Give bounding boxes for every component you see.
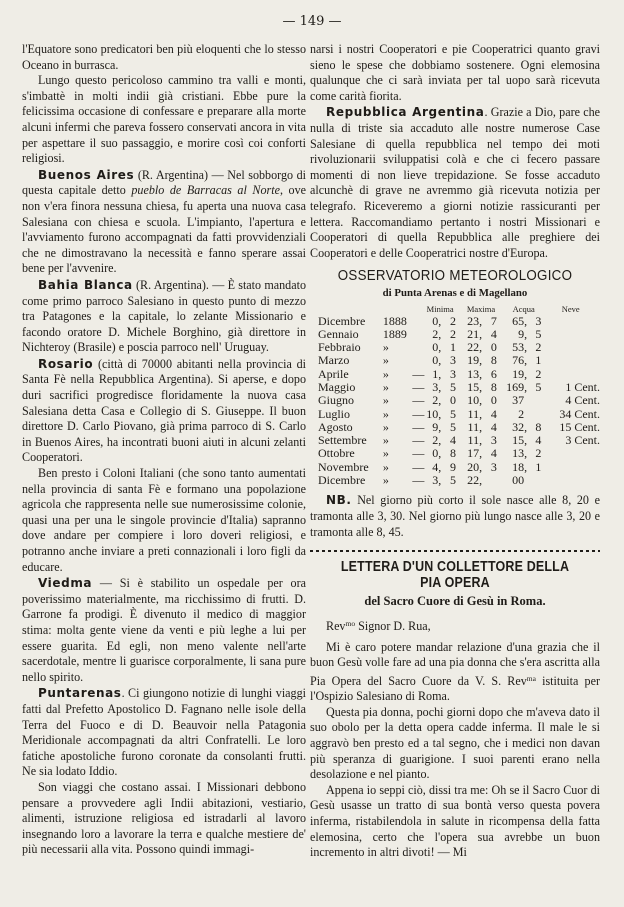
acqua-dec-cell: 2: [535, 446, 542, 461]
section-text: , ove non v'era finora nessuna chiesa, fu aperta una nuova casa Salesiana con chiesa e scuola. L'impianto, l'apertura e l'avviamento furono accompagnati da fatti provvidenziali che ne dimostravano la necessità e fanno sperare assai bene per l'avvenire.: [22, 183, 306, 276]
weather-table: [318, 304, 600, 488]
comma: ,: [438, 419, 442, 434]
max-dec-cell: 3: [490, 433, 497, 448]
min-cell: 0: [432, 313, 439, 328]
table-row: [318, 368, 600, 381]
table-row: [318, 421, 600, 434]
max-cell: 20: [467, 459, 480, 474]
max-dec-cell: [483, 474, 497, 487]
comma: ,: [479, 473, 483, 488]
acqua-cell: 18: [512, 459, 525, 474]
comma: ,: [479, 366, 483, 381]
min-cell: 2: [432, 393, 439, 408]
section-text: . Ci giungono notizie di lunghi viaggi fatti dal Prefetto Apostolico D. Fagnano nelle isole della Terra del Fuoco e di D. Beauvoir nella Patagonia Meridionale accompagnati da altri Confratelli. Le loro fatiche apostoliche furono coronate da consolanti frutti. Ne sia lodato Iddio.: [22, 686, 306, 779]
max-cell: 21: [467, 326, 480, 341]
comma: ,: [479, 313, 483, 328]
comma: ,: [438, 459, 442, 474]
section-buenos-aires: [22, 168, 306, 277]
acqua-dec-cell: 2: [535, 366, 542, 381]
neve-cell: [541, 354, 600, 367]
min-dec-cell: 5: [449, 419, 456, 434]
comma: ,: [524, 419, 528, 434]
min-cell: 3: [432, 379, 439, 394]
comma: ,: [524, 313, 528, 328]
comma: ,: [479, 446, 483, 461]
max-cell: 17: [467, 446, 480, 461]
acqua-dec-cell: 5: [535, 326, 542, 341]
month-cell: Novembre: [318, 459, 369, 474]
sign-cell: —: [412, 393, 425, 408]
max-cell: 11: [467, 406, 480, 421]
year-cell: »: [382, 473, 389, 488]
max-cell: 19: [467, 353, 480, 368]
month-cell: Settembre: [318, 433, 367, 448]
max-cell: 11: [467, 433, 480, 448]
sign-cell: —: [412, 419, 425, 434]
comma: ,: [479, 406, 483, 421]
neve-cell: 15 Cent.: [559, 419, 600, 434]
table-row: [318, 381, 600, 394]
comma: ,: [438, 379, 442, 394]
acqua-dec-cell: [528, 408, 541, 421]
max-dec-cell: 0: [490, 393, 497, 408]
table-row: [318, 328, 600, 341]
col-header-min: Minima: [426, 303, 454, 314]
year-cell: 1889: [382, 326, 407, 341]
sign-cell: [412, 341, 424, 354]
min-cell: 10: [426, 406, 439, 421]
observatory-title: OSSERVATORIO METEOROLOGICO: [337, 268, 573, 285]
section-repubblica-argentina: [310, 105, 600, 261]
max-dec-cell: 0: [490, 340, 497, 355]
comma: ,: [438, 313, 442, 328]
month-cell: Luglio: [318, 406, 350, 421]
year-cell: »: [382, 406, 389, 421]
max-dec-cell: 4: [490, 326, 497, 341]
comma: ,: [479, 393, 483, 408]
comma: ,: [524, 433, 528, 448]
comma: ,: [524, 379, 528, 394]
letter-salutation: Rev$^{mo}$ Signor D. Rua,: [326, 618, 431, 633]
comma: ,: [524, 340, 528, 355]
month-cell: Aprile: [318, 366, 349, 381]
year-cell: 1888: [382, 313, 407, 328]
comma: ,: [524, 353, 528, 368]
year-cell: »: [382, 366, 389, 381]
acqua-dec-cell: 4: [535, 433, 542, 448]
table-row: [318, 394, 600, 407]
acqua-cell: 32: [512, 419, 525, 434]
comma: ,: [438, 406, 442, 421]
letter-paragraph: Questa pia donna, pochi giorni dopo che m'aveva dato il suo obolo per la detta opera cadde inferma. Il male le si aggravò ben presto ed a tal segno, che i medici non davan più speranza di guarigione. I suoi parenti erano nella desolazione e nel pianto.: [310, 704, 600, 782]
month-cell: Gennaio: [318, 326, 359, 341]
letter-paragraph: Appena io seppi ciò, dissi tra me: Oh se il Sacro Cuor di Gesù usasse un tratto di sua bontà verso questa povera inferma, ristabilendola in salute in ricompensa della fatta elemosina, certo che l'opera sua avrebbe un buon incremento in altri divoti! — Mi: [310, 782, 600, 860]
acqua-dec-cell: 8: [535, 419, 542, 434]
sign-cell: —: [412, 433, 425, 448]
letter-title: LETTERA D'UN COLLETTORE DELLA PIA OPERA: [340, 559, 570, 591]
paragraph: Ben presto i Coloni Italiani (che sono tanto aumentati nella provincia di santa Fè e formano una popolazione agricola che rappresenta nelle sue numerosissime colonie, quasi una per una le singole provincie d'Italia) sapranno dove andare per compiere i loro doveri religiosi, e potranno anche inviare a preti connazionali i loro figli da educare.: [22, 466, 306, 574]
section-heading: NB.: [326, 493, 352, 508]
min-cell: 2: [432, 326, 439, 341]
ornamental-divider: [310, 550, 600, 552]
section-bahia-blanca: [22, 278, 306, 356]
table-row: [318, 354, 600, 367]
comma: ,: [438, 353, 442, 368]
comma: ,: [524, 459, 528, 474]
paragraph: Son viaggi che costano assai. I Missionari debbono pensare a provvedere agli Indii abitazioni, vestiario, alimenti, istruzione religiosa ed istradarli al lavoro insegnando loro a lavorare la terra e qualche mestiere de' più necessarii alla vita. Possono quindi immagi-: [22, 779, 306, 857]
comma: ,: [479, 379, 483, 394]
section-text: (città di 70000 abitanti nella provincia di Santa Fè nella Repubblica Argentina). Si aperse, e dopo duri sacrifici progredisce floridamente la nuova casa Salesiana detta Casa e Collegio di S. Giuseppe. Il buon direttore D. Carlo Piovano, già prima parroco di S. Carlo in Buenos Aires, ha incontrati buoni aiuti in alcuni zelanti Cooperatori.: [22, 356, 306, 465]
neve-cell: [541, 315, 600, 328]
acqua-dec-cell: 1: [535, 459, 542, 474]
comma: ,: [438, 473, 442, 488]
year-cell: »: [382, 433, 389, 448]
year-cell: »: [382, 353, 389, 368]
col-header-max: Maxima: [466, 303, 496, 314]
paragraph: narsi i nostri Cooperatori e pie Cooperatrici quanto gravi sieno le spese che dobbiamo sostenere. Ogni elemosina qualunque che ci sarà inviata per tal uopo sarà ricevuta come carità fiorita.: [310, 42, 600, 103]
acqua-dec-cell: [528, 394, 541, 407]
section-heading: Rosario: [38, 356, 94, 371]
min-cell: 3: [432, 473, 439, 488]
min-cell: 0: [432, 446, 439, 461]
month-cell: Giugno: [318, 393, 354, 408]
neve-cell: [541, 461, 600, 474]
acqua-dec-cell: 2: [535, 340, 542, 355]
sign-cell: —: [412, 366, 425, 381]
table-row: [318, 447, 600, 460]
neve-cell: 4 Cent.: [565, 393, 600, 408]
neve-cell: [541, 474, 600, 487]
sign-cell: —: [412, 379, 425, 394]
section-heading: Viedma: [38, 576, 93, 591]
max-cell: 11: [467, 419, 480, 434]
acqua-cell: 169: [506, 379, 525, 394]
acqua-cell: 9: [518, 326, 525, 341]
acqua-cell: 37: [512, 393, 525, 408]
sign-cell: —: [412, 459, 425, 474]
section-text: (R. Argentina) — Nel sobborgo di questa capitale detto: [22, 167, 306, 198]
neve-cell: 1 Cent.: [565, 379, 600, 394]
min-dec-cell: 9: [449, 459, 456, 474]
acqua-dec-cell: [528, 474, 541, 487]
sign-cell: —: [412, 406, 425, 421]
min-dec-cell: 2: [449, 326, 456, 341]
section-heading: Repubblica Argentina: [326, 105, 485, 120]
section-puntarenas: [22, 686, 306, 780]
min-dec-cell: 5: [449, 473, 456, 488]
max-dec-cell: 4: [490, 446, 497, 461]
comma: ,: [438, 340, 442, 355]
comma: ,: [438, 393, 442, 408]
max-dec-cell: 3: [490, 459, 497, 474]
italic-text: pueblo de Barracas al Norte: [131, 183, 280, 198]
comma: ,: [438, 446, 442, 461]
section-heading: Buenos Aires: [38, 167, 135, 182]
month-cell: Ottobre: [318, 446, 355, 461]
section-viedma: [22, 576, 306, 685]
max-dec-cell: 8: [490, 353, 497, 368]
year-cell: »: [382, 379, 389, 394]
acqua-cell: 13: [512, 446, 525, 461]
acqua-cell: 00: [512, 473, 525, 488]
col-header-neve: Neve: [561, 303, 580, 314]
acqua-cell: 76: [512, 353, 525, 368]
max-cell: 13: [467, 366, 480, 381]
comma: ,: [479, 326, 483, 341]
year-cell: »: [382, 459, 389, 474]
min-cell: 1: [432, 366, 439, 381]
left-column: [22, 42, 306, 858]
right-column: [310, 42, 600, 861]
sign-cell: —: [412, 473, 425, 488]
min-dec-cell: 2: [449, 313, 456, 328]
min-dec-cell: 3: [449, 366, 456, 381]
min-dec-cell: 4: [449, 433, 456, 448]
paragraph: Lungo questo pericoloso cammino tra valli e monti, s'imbattè in molti indii già cristiani. Ebbe pure la felicissima occasione di confessare e preparare alla morte alcuni infermi che pareva fossero conservati ancora in vita per aspettare il suo passaggio, e morire così coi conforti religiosi.: [22, 73, 306, 166]
year-cell: »: [382, 446, 389, 461]
comma: ,: [479, 340, 483, 355]
sign-cell: [412, 354, 424, 367]
min-cell: 2: [432, 433, 439, 448]
comma: ,: [438, 366, 442, 381]
max-dec-cell: 7: [490, 313, 497, 328]
max-dec-cell: 4: [490, 406, 497, 421]
year-cell: »: [382, 419, 389, 434]
table-row: [318, 315, 600, 328]
section-text: . Grazie a Dio, pare che nulla di triste sia accaduto alle nostre numerose Case Salesiane di quella repubblica nel tempo dei moti rivoluzionarii sviluppatisi colà e che ci fecero passare momenti di non lieve trepidazione. Se fosse accaduto alcunchè di grave ne avremmo già ricevuta notizia per telegrafo. Riceveremo a giorni notizie rassicuranti per lettera. Raccomandiamo pertanto i nostri Missionari e Cooperatori di quella Repubblica alle preghiere dei Cooperatori e delle Cooperatrici nostre d'Europa.: [310, 105, 600, 260]
month-cell: Maggio: [318, 379, 356, 394]
section-text: Nel giorno più corto il sole nasce alle 8, 20 e tramonta alle 3, 30. Nel giorno più lungo nasce alle 3, 20 e tramonta alle 8, 45.: [310, 493, 600, 539]
acqua-dec-cell: 1: [535, 353, 542, 368]
max-cell: 10: [467, 393, 480, 408]
section-text: (R. Argentina). — È stato mandato come primo parroco Salesiano in questo punto di mezzo tra Patagones e la capitale, lo zelante Missionario e facondo oratore D. Michele Borghino, già direttore in Nichteroy (Brasile) e poscia parroco nell' Uruguay.: [22, 277, 306, 355]
acqua-cell: 2: [518, 406, 525, 421]
section-heading: Bahia Blanca: [38, 277, 133, 292]
table-row: [318, 461, 600, 474]
sign-cell: —: [412, 446, 425, 461]
acqua-cell: 53: [512, 340, 525, 355]
min-dec-cell: 3: [449, 353, 456, 368]
letter-subtitle: del Sacro Cuore di Gesù in Roma.: [364, 594, 546, 609]
section-text: — Si è stabilito un ospedale per ora poverissimo materialmente, ma ricchissimo di frutti. D. Garrone fa prodigi. È divenuto il medico di maggior stima: molta gente viene da venti e più leghe a lui per essere guarita. Ed egli, non meno valente nell'arte sacerdotale, mentre li guarisce corporalmente, li sana pure nello spirito.: [22, 576, 306, 684]
month-cell: Dicembre: [318, 473, 366, 488]
month-cell: Febbraio: [318, 340, 361, 355]
min-cell: 4: [432, 459, 439, 474]
max-cell: 15: [467, 379, 480, 394]
page-number: — 149 —: [282, 14, 342, 29]
section-rosario: [22, 357, 306, 466]
table-header-row: [318, 304, 600, 315]
max-cell: 22: [467, 473, 480, 488]
comma: ,: [479, 419, 483, 434]
month-cell: Dicembre: [318, 313, 366, 328]
max-cell: 23: [467, 313, 480, 328]
neve-cell: [541, 447, 600, 460]
min-cell: 9: [432, 419, 439, 434]
neve-cell: [541, 341, 600, 354]
neve-cell: [541, 368, 600, 381]
acqua-dec-cell: 5: [535, 379, 542, 394]
table-row: [318, 341, 600, 354]
min-dec-cell: 8: [449, 446, 456, 461]
section-heading: Puntarenas: [38, 686, 122, 701]
max-dec-cell: 4: [490, 419, 497, 434]
max-cell: 22: [467, 340, 480, 355]
min-dec-cell: 1: [449, 340, 456, 355]
neve-cell: 34 Cent.: [559, 406, 600, 421]
min-cell: 0: [432, 353, 439, 368]
month-cell: Agosto: [318, 419, 353, 434]
comma: ,: [524, 446, 528, 461]
sign-cell: [412, 315, 424, 328]
comma: ,: [524, 326, 528, 341]
table-row: [318, 408, 600, 421]
section-nb: [310, 493, 600, 540]
month-cell: Marzo: [318, 353, 350, 368]
comma: ,: [479, 353, 483, 368]
paragraph: l'Equatore sono predicatori ben più eloquenti che lo stesso Oceano in burrasca.: [22, 42, 306, 72]
observatory-subtitle: di Punta Arenas e di Magellano: [382, 286, 528, 299]
max-dec-cell: 6: [490, 366, 497, 381]
year-cell: »: [382, 340, 389, 355]
acqua-cell: 19: [512, 366, 525, 381]
sign-cell: [412, 328, 424, 341]
acqua-cell: 65: [512, 313, 525, 328]
comma: ,: [438, 433, 442, 448]
comma: ,: [479, 459, 483, 474]
acqua-cell: 15: [512, 433, 525, 448]
neve-cell: [541, 328, 600, 341]
comma: ,: [438, 326, 442, 341]
min-dec-cell: 5: [449, 406, 456, 421]
comma: ,: [524, 366, 528, 381]
year-cell: »: [382, 393, 389, 408]
comma: ,: [479, 433, 483, 448]
table-row: [318, 474, 600, 487]
min-dec-cell: 0: [449, 393, 456, 408]
neve-cell: 3 Cent.: [565, 433, 600, 448]
letter-paragraph: Mi è caro potere mandar relazione d'una grazia che il buon Gesù volle fare ad una pia donna che s'era ascritta alla Pia Opera del Sacro Cuore da V. S. Rev$^{ma}$ istituita per l'Ospizio Salesiano di Roma.: [310, 639, 600, 704]
col-header-acqua: Acqua: [512, 303, 535, 314]
table-row: [318, 434, 600, 447]
min-dec-cell: 5: [449, 379, 456, 394]
acqua-dec-cell: 3: [535, 313, 542, 328]
min-cell: 0: [432, 340, 439, 355]
max-dec-cell: 8: [490, 379, 497, 394]
